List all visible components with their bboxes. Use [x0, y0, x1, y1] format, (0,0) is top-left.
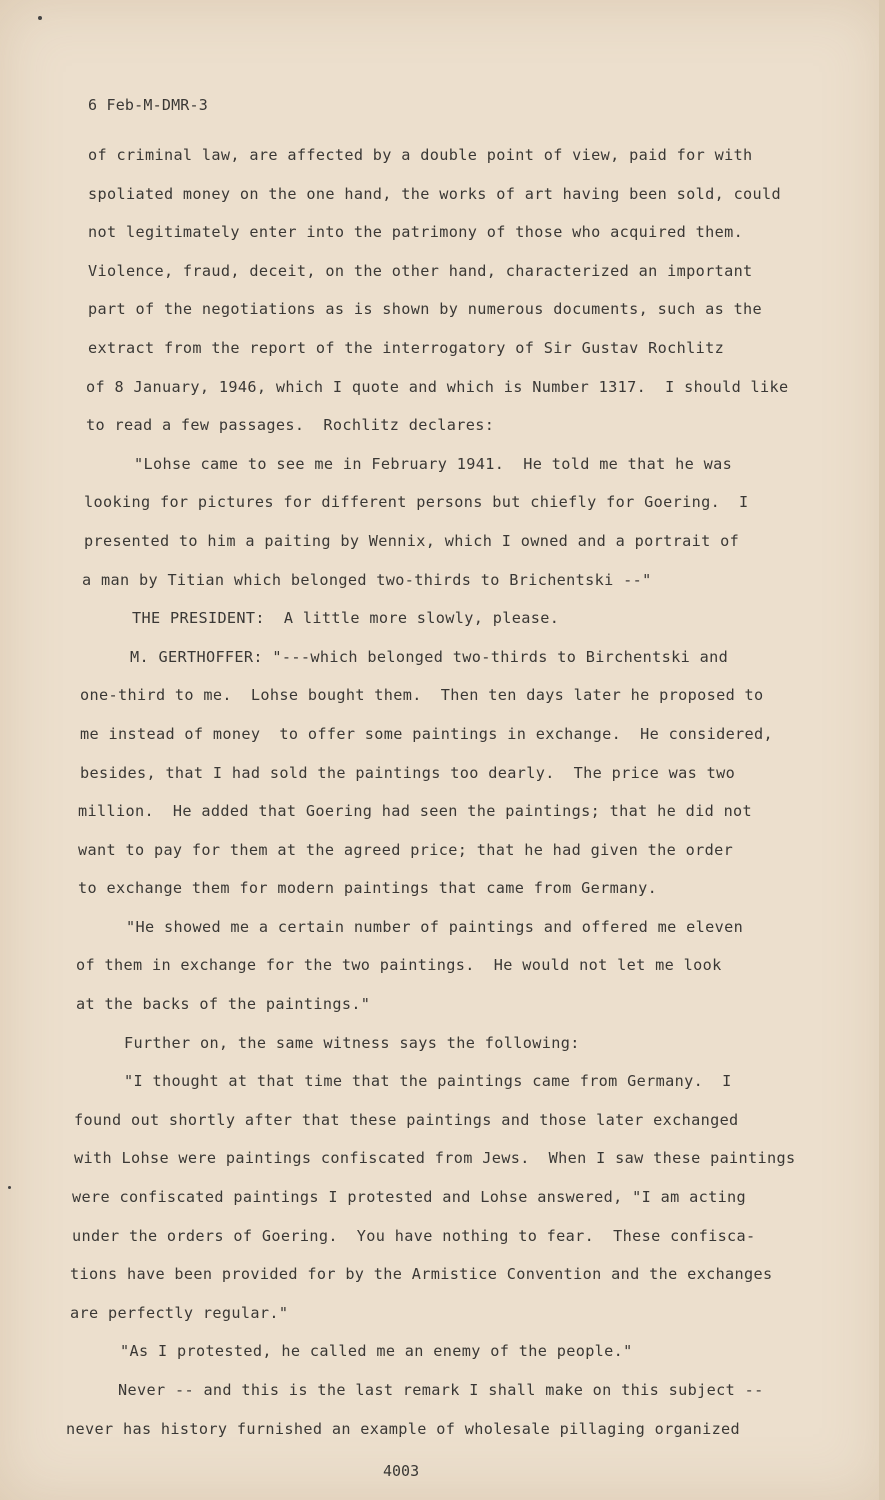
- text-line: Further on, the same witness says the following:: [124, 1033, 580, 1052]
- text-line: of them in exchange for the two paintings. He would not let me look: [76, 956, 722, 975]
- text-line: never has history furnished an example of wholesale pillaging organized: [66, 1419, 741, 1438]
- paper-speck: [38, 16, 42, 20]
- body-text: [0, 136, 885, 1448]
- text-line: "He showed me a certain number of paintings and offered me eleven: [126, 917, 744, 936]
- text-line: me instead of money to offer some paintings in exchange. He considered,: [80, 724, 774, 743]
- text-line: M. GERTHOFFER: "---which belonged two-thirds to Birchentski and: [130, 647, 729, 666]
- text-line: were confiscated paintings I protested and Lohse answered, "I am acting: [72, 1188, 747, 1207]
- text-line: spoliated money on the one hand, the works of art having been sold, could: [88, 184, 782, 203]
- text-line: of 8 January, 1946, which I quote and which is Number 1317. I should like: [86, 377, 789, 396]
- text-line: under the orders of Goering. You have nothing to fear. These confisca-: [72, 1226, 756, 1245]
- text-line: besides, that I had sold the paintings too dearly. The price was two: [80, 763, 736, 782]
- text-line: at the backs of the paintings.": [76, 995, 371, 1014]
- text-line: Never -- and this is the last remark I shall make on this subject --: [118, 1381, 764, 1399]
- text-line: looking for pictures for different persons but chiefly for Goering. I: [84, 493, 749, 512]
- text-line: part of the negotiations as is shown by numerous documents, such as the: [88, 300, 763, 319]
- text-line: a man by Titian which belonged two-thirds to Brichentski --": [82, 570, 652, 589]
- text-line: of criminal law, are affected by a double point of view, paid for with: [88, 146, 753, 164]
- page-number: 4003: [383, 1462, 420, 1480]
- text-line: presented to him a paiting by Wennix, which I owned and a portrait of: [84, 531, 740, 550]
- text-line: found out shortly after that these paintings and those later exchanged: [74, 1110, 739, 1129]
- text-line: "Lohse came to see me in February 1941. He told me that he was: [134, 454, 733, 473]
- text-line: "As I protested, he called me an enemy of the people.": [120, 1342, 633, 1361]
- text-line: "I thought at that time that the paintings came from Germany. I: [124, 1072, 732, 1091]
- text-line: to read a few passages. Rochlitz declares:: [86, 416, 495, 435]
- text-line: extract from the report of the interrogatory of Sir Gustav Rochlitz: [88, 338, 725, 357]
- text-line: want to pay for them at the agreed price; that he had given the order: [78, 840, 734, 859]
- page-header: 6 Feb-M-DMR-3: [88, 96, 208, 114]
- text-line: with Lohse were paintings confiscated from Jews. When I saw these paintings: [74, 1149, 796, 1168]
- text-line: not legitimately enter into the patrimony of those who acquired them.: [88, 223, 744, 242]
- text-line: one-third to me. Lohse bought them. Then ten days later he proposed to: [80, 686, 764, 705]
- text-line: to exchange them for modern paintings that came from Germany.: [78, 879, 658, 898]
- text-line: Violence, fraud, deceit, on the other hand, characterized an important: [88, 261, 753, 280]
- text-line: THE PRESIDENT: A little more slowly, please.: [132, 609, 560, 628]
- text-line: are perfectly regular.": [70, 1303, 289, 1322]
- text-line: tions have been provided for by the Armistice Convention and the exchanges: [70, 1265, 773, 1284]
- text-line: million. He added that Goering had seen the paintings; that he did not: [78, 802, 753, 821]
